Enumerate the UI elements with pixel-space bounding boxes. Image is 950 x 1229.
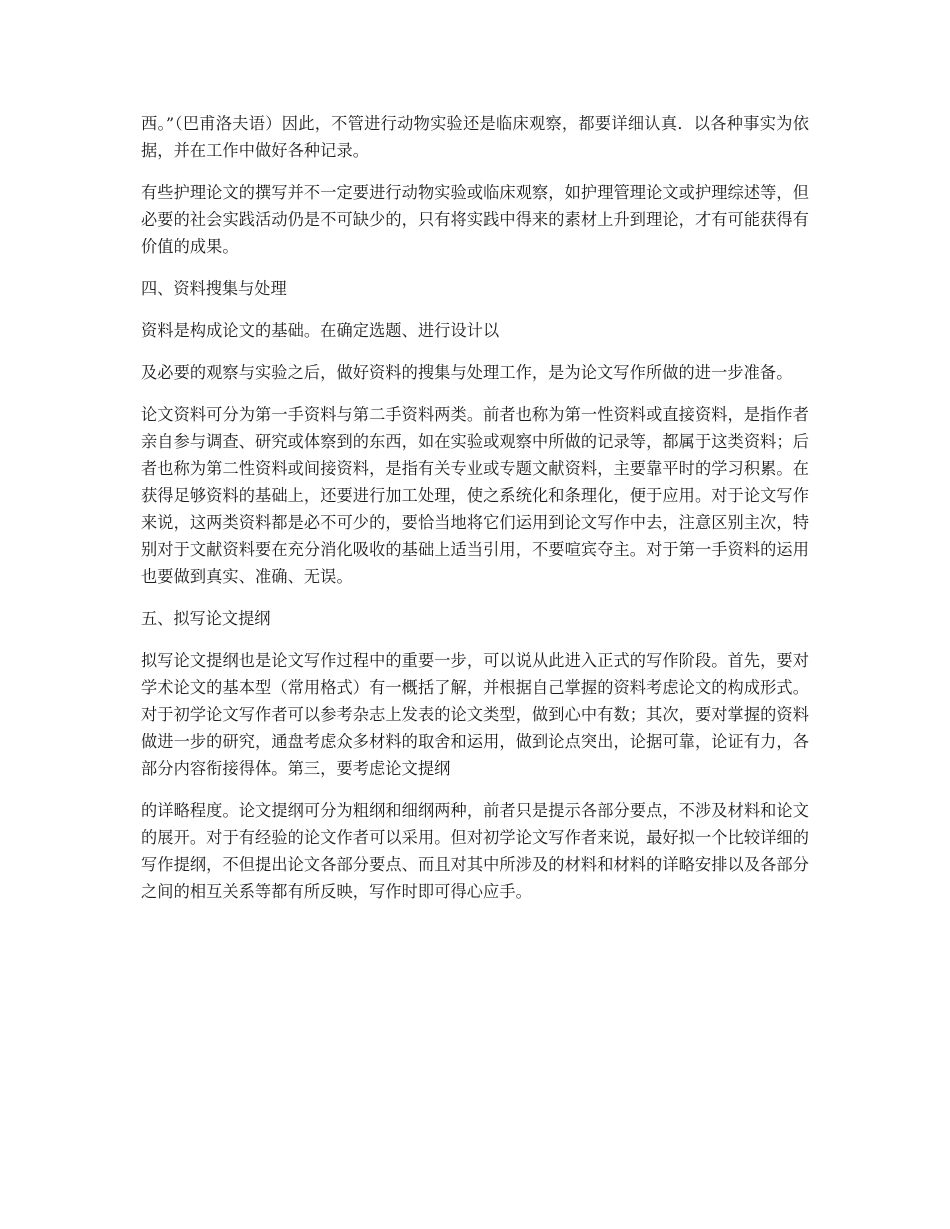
paragraph-4: 及必要的观察与实验之后，做好资料的搜集与处理工作，是为论文写作所做的进一步准备。 <box>141 363 793 382</box>
paragraph-7: 的详略程度。论文提纲可分为粗纲和细纲两种，前者只是提示各部分要点，不涉及材料和论文的展开。对于有经验的论文作者可以采用。但对初学论文写作者来说，最好拟一个比较详细的写作提纲，不但提出论文各部分要点、而且对其中所涉及的材料和材料的详略安排以及各部分之间的相互关系等都有所反映，写作时即可得心应手。 <box>141 801 809 901</box>
section-heading-5: 五、拟写论文提纲 <box>141 609 271 628</box>
paragraph-1: 西。”（巴甫洛夫语）因此，不管进行动物实验还是临床观察，都要详细认真．以各种事实为依据，并在工作中做好各种记录。 <box>141 114 809 160</box>
section-heading-4: 四、资料搜集与处理 <box>141 279 287 298</box>
document-page <box>141 110 809 920</box>
paragraph-3: 资料是构成论文的基础。在确定选题、进行设计以 <box>141 321 500 340</box>
paragraph-2: 有些护理论文的撰写并不一定要进行动物实验或临床观察，如护理管理论文或护理综述等，但必要的社会实践活动仍是不可缺少的，只有将实践中得来的素材上升到理论，才有可能获得有价值的成果。 <box>141 183 809 256</box>
paragraph-6: 拟写论文提纲也是论文写作过程中的重要一步，可以说从此进入正式的写作阶段。首先，要对学术论文的基本型（常用格式）有一概括了解，并根据自己掌握的资料考虑论文的构成形式。对于初学论文写作者可以参考杂志上发表的论文类型，做到心中有数；其次，要对掌握的资料做进一步的研究，通盘考虑众多材料的取舍和运用，做到论点突出，论据可靠，论证有力，各部分内容衔接得体。第三，要考虑论文提纲 <box>141 651 809 778</box>
paragraph-5: 论文资料可分为第一手资料与第二手资料两类。前者也称为第一性资料或直接资料，是指作者亲自参与调查、研究或体察到的东西，如在实验或观察中所做的记录等，都属于这类资料；后者也称为第二性资料或间接资料，是指有关专业或专题文献资料，主要靠平时的学习积累。在获得足够资料的基础上，还要进行加工处理，使之系统化和条理化，便于应用。对于论文写作来说，这两类资料都是必不可少的，要恰当地将它们运用到论文写作中去，注意区别主次，特别对于文献资料要在充分消化吸收的基础上适当引用，不要喧宾夺主。对于第一手资料的运用也要做到真实、准确、无误。 <box>141 405 809 586</box>
